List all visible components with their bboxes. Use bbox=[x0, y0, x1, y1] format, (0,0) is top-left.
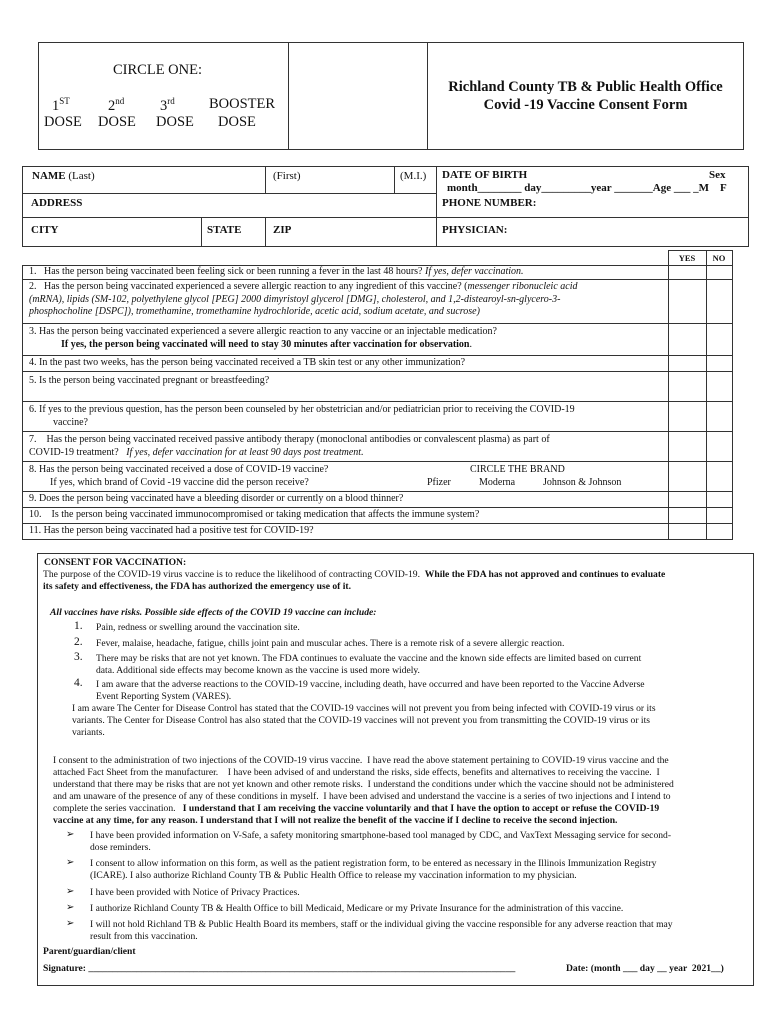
consent-bullet-icare: I consent to allow information on this form, as well as the patient registration form, to be entered as necessary in the Illinois Immunization Registry bbox=[90, 858, 657, 869]
date-field[interactable]: Date: (month ___ day __ year 2021__) bbox=[566, 963, 724, 974]
question-10: 10. Is the person being vaccinated immunocompromised or taking medication that affects the immune system? bbox=[29, 509, 480, 520]
question-8: 8. Has the person being vaccinated received a dose of COVID-19 vaccine? If yes, which brand of Covid -19 vaccine did the person receive? bbox=[29, 464, 329, 488]
side-effect-2: Fever, malaise, headache, fatigue, chills joint pain and muscular aches. There is a remote risk of a severe allergic reaction. bbox=[96, 638, 565, 649]
consent-para-2: attached Fact Sheet from the manufacturer. I have been advised of and understand the risks, side effects, benefits and alternatives to receiving the vaccine. I bbox=[53, 767, 660, 778]
dose-label: DOSE bbox=[44, 114, 82, 130]
physician-field[interactable]: PHYSICIAN: bbox=[442, 224, 508, 236]
brand-johnson[interactable]: Johnson & Johnson bbox=[543, 477, 622, 488]
dose-label: DOSE bbox=[156, 114, 194, 130]
form-title: Covid -19 Vaccine Consent Form bbox=[483, 97, 688, 113]
question-2: 2. Has the person being vaccinated experienced a severe allergic reaction to any ingredient of this vaccine? (messenger ribonucleic acid (mRNA), lipids (SM-102, polyethylene glycol [PEG] 2000 dimyristoyl glycerol [DMG], cholesterol, and 1,2-distearoyl-sn-glycero-3- phosphocholine [DSPC]), tromethamine, tromethamine hydrochloride, acetic acid, sodium acetate, and sucrose) bbox=[29, 281, 578, 317]
dose-label: DOSE bbox=[218, 114, 256, 130]
question-1: 1. Has the person being vaccinated been feeling sick or been running a fever in the last 48 hours? If yes, defer vaccination. bbox=[29, 266, 524, 277]
dose-booster[interactable]: BOOSTER bbox=[209, 96, 276, 112]
side-effect-4-cont: Event Reporting System (VARES). bbox=[96, 691, 232, 702]
consent-para-4: and am unaware of the presence of any of these conditions in myself. I have been advised and understand the vaccine is a series of two injections and I intend to bbox=[53, 791, 671, 802]
cdc-statement-3: variants. bbox=[72, 727, 105, 738]
cdc-statement-1: I am aware The Center for Disease Control has stated that the COVID-19 vaccines will not prevent you from being infected with COVID-19 virus or its bbox=[72, 703, 656, 714]
brand-pfizer[interactable]: Pfizer bbox=[427, 477, 451, 488]
question-4: 4. In the past two weeks, has the person being vaccinated received a TB skin test or any other immunization? bbox=[29, 357, 466, 368]
no-column-header: NO bbox=[712, 253, 726, 263]
consent-heading: CONSENT FOR VACCINATION: bbox=[44, 557, 187, 568]
dose-3rd[interactable]: 3rd bbox=[160, 96, 175, 114]
header-divider bbox=[288, 42, 289, 150]
consent-bullet-vsafe: I have been provided information on V-Safe, a safety monitoring smartphone-based tool managed by CDC, and VaxText Messaging service for second- bbox=[90, 830, 672, 841]
side-effect-4: I am aware that the adverse reactions to the COVID-19 vaccine, including death, have occurred and have been reported to the Vaccine Adverse bbox=[96, 679, 645, 690]
question-3: 3. Has the person being vaccinated experienced a severe allergic reaction to any vaccine or an injectable medication? If yes, the person being vaccinated will need to stay 30 minutes after vaccination for observation. bbox=[29, 326, 497, 350]
question-11: 11. Has the person being vaccinated had a positive test for COVID-19? bbox=[29, 525, 314, 536]
dob-label: DATE OF BIRTH bbox=[442, 169, 528, 181]
question-9: 9. Does the person being vaccinated have a bleeding disorder or currently on a blood thinner? bbox=[29, 493, 404, 504]
consent-para-5: complete the series vaccination. I understand that I am receiving the vaccine voluntarily and that I have the option to accept or refuse the COVID-19 bbox=[53, 803, 660, 814]
question-6: 6. If yes to the previous question, has the person been counseled by her obstetrician and/or pediatrician prior to receiving the COVID-19 vaccine? bbox=[29, 404, 575, 428]
dob-age-sex-field[interactable]: month________ day_________year _______Age ___ _M F bbox=[447, 182, 727, 194]
consent-bullet-vsafe-cont: dose reminders. bbox=[90, 842, 151, 853]
brand-moderna[interactable]: Moderna bbox=[479, 477, 516, 488]
yes-column-header: YES bbox=[678, 253, 696, 263]
header-divider bbox=[427, 42, 428, 150]
cdc-statement-2: variants. The Center for Disease Control has also stated that the COVID-19 vaccines will not prevent you from transmitting the COVID-19 virus or its bbox=[72, 715, 650, 726]
form-title-org: Richland County TB & Public Health Office bbox=[448, 79, 723, 95]
question-5: 5. Is the person being vaccinated pregnant or breastfeeding? bbox=[29, 375, 270, 386]
dose-1st[interactable]: 1ST bbox=[52, 96, 70, 114]
zip-field[interactable]: ZIP bbox=[273, 224, 292, 236]
parent-guardian-label: Parent/guardian/client bbox=[43, 946, 136, 957]
side-effect-1: Pain, redness or swelling around the vaccination site. bbox=[96, 622, 300, 633]
name-last-field[interactable]: NAME (Last) bbox=[32, 170, 95, 182]
circle-brand-label: CIRCLE THE BRAND bbox=[470, 464, 565, 475]
consent-bullet-privacy: I have been provided with Notice of Privacy Practices. bbox=[90, 887, 300, 898]
middle-initial-field[interactable]: (M.I.) bbox=[400, 170, 427, 182]
consent-purpose: The purpose of the COVID-19 virus vaccine is to reduce the likelihood of contracting COVID-19. While the FDA has not approved and continues to evaluate its safety and effectiveness, the FDA has authorized the emergency use of it. bbox=[43, 569, 666, 593]
circle-one-label: CIRCLE ONE: bbox=[113, 62, 203, 78]
consent-bullet-liability: I will not hold Richland TB & Public Health Board its members, staff or the individual giving the vaccine responsible for any adverse reaction that may bbox=[90, 919, 673, 930]
question-7: 7. Has the person being vaccinated received passive antibody therapy (monoclonal antibodies or convalescent plasma) as part of COVID-19 treatment? If yes, defer vaccination for at least 90 days post treatment. bbox=[29, 434, 550, 458]
dose-label: DOSE bbox=[98, 114, 136, 130]
signature-field[interactable]: Signature: _________________________________________________________________________________________ bbox=[43, 963, 516, 974]
dose-2nd[interactable]: 2nd bbox=[108, 96, 125, 114]
consent-para-1: I consent to the administration of two injections of the COVID-19 virus vaccine. I have read the above statement pertaining to COVID-19 virus vaccine and the bbox=[53, 755, 669, 766]
consent-bullet-billing: I authorize Richland County TB & Health Office to bill Medicaid, Medicare or my Private Insurance for the administration of this vaccine. bbox=[90, 903, 624, 914]
consent-para-3: understand that there may be risks that are not yet known and other remote risks. I understand the conditions under which the vaccine should not be administered bbox=[53, 779, 674, 790]
state-field[interactable]: STATE bbox=[207, 224, 242, 236]
header-box bbox=[38, 42, 744, 150]
risks-heading: All vaccines have risks. Possible side effects of the COVID 19 vaccine can include: bbox=[50, 607, 377, 618]
city-field[interactable]: CITY bbox=[31, 224, 59, 236]
side-effect-3-cont: data. Additional side effects may become known as the vaccine is used more widely. bbox=[96, 665, 420, 676]
phone-field[interactable]: PHONE NUMBER: bbox=[442, 197, 537, 209]
sex-label: Sex bbox=[709, 169, 726, 181]
side-effect-3: There may be risks that are not yet known. The FDA continues to evaluate the vaccine and the known side effects are limited based on current bbox=[96, 653, 642, 664]
consent-bullet-liability-cont: result from this vaccination. bbox=[90, 931, 198, 942]
consent-bullet-icare-cont: (ICARE). I also authorize Richland County TB & Public Health Office to release my vaccination information to my physician. bbox=[90, 870, 577, 881]
first-name-field[interactable]: (First) bbox=[273, 170, 301, 182]
consent-para-6: vaccine at any time, for any reason. I understand that I will not realize the benefit of the vaccine if I decline to receive the second injection. bbox=[53, 815, 618, 826]
address-field[interactable]: ADDRESS bbox=[31, 197, 83, 209]
